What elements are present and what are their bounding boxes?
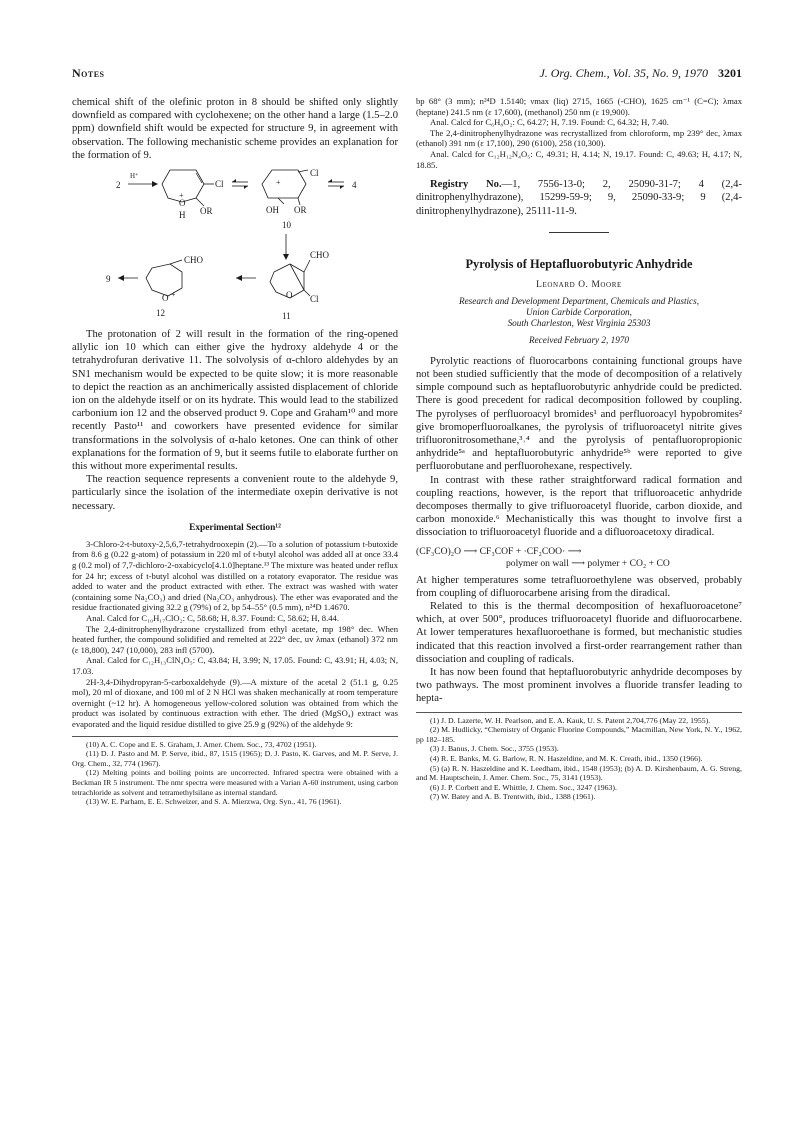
chloro-label-3: Cl <box>310 294 319 305</box>
affiliation-line-2: Union Carbide Corporation, <box>526 306 632 317</box>
running-head <box>72 66 742 84</box>
footnote-6: (6) J. P. Corbett and E. Whittle, J. Chem. Soc., 3247 (1963). <box>430 782 617 792</box>
footnote-5: (5) (a) R. N. Haszeldine and K. Leedham, ibid., 1548 (1953); (b) A. D. Kirshenbaum, A. G. Streng, and M. Hauptschein, J. Amer. Chem. Soc., 75, 3141 (1953). <box>416 763 742 783</box>
right-analysis-2: Anal. Calcd for C₁₂H₁₂N₄O₅: C, 49.31; H, 4.14; N, 19.17. Found: C, 49.63; H, 4.17; N, 18.85. <box>416 148 742 170</box>
footnote-13: (13) W. E. Parham, E. E. Schweizer, and S. A. Mierzwa, Org. Syn., 41, 76 (1961). <box>86 797 342 807</box>
compound-9-label: 9 <box>106 274 111 285</box>
footnote-1: (1) J. D. Lazerte, W. H. Pearlson, and E. A. Kauk, U. S. Patent 2,704,776 (May 22, 1955). <box>430 715 711 725</box>
right-paragraph-3: At higher temperatures some tetrafluoroethylene was observed, probably from coupling of difluorocarbene arising from the diradical. <box>416 574 742 599</box>
allyl-ion-ring <box>262 170 306 198</box>
received-date: Received February 2, 1970 <box>528 334 629 345</box>
ring-oxygen-1: O <box>179 198 186 209</box>
ring-oxygen-2: O <box>162 293 169 304</box>
experimental-heading: Experimental Section¹² <box>189 522 281 533</box>
equation-line-1: (CF₃CO)₂O ⟶ CF₃COF + ·CF₂COO· ⟶ <box>416 545 582 557</box>
section-divider <box>549 232 609 233</box>
registry-numbers <box>416 178 742 218</box>
plus-charge-2: + <box>276 178 281 188</box>
plus-charge-3: + <box>171 290 176 300</box>
journal-citation <box>539 66 742 81</box>
mechanism-scheme <box>72 168 398 324</box>
author-name: Leonard O. Moore <box>536 279 622 290</box>
aldehyde-label-1: CHO <box>184 255 204 266</box>
plus-charge-1: + <box>179 191 184 201</box>
footnote-12: (12) Melting points and boiling points are uncorrected. Infrared spectra were obtained with a Beckman IR 5 instrument. The nmr spectra were measured with a Varian A-60 instrument, using carbon tetrachloride as solvent and tetramethylsilane as internal standard. <box>72 768 398 797</box>
page-number: 3201 <box>718 66 742 80</box>
experimental-compound-2: 3-Chloro-2-t-butoxy-2,5,6,7-tetrahydrooxepin (2).—To a solution of potassium t-butoxide from 8.6 g (0.22 g-atom) of potassium in 220 ml of t-butyl alcohol was added all at once 33.4 g (0.2 mol) of 7,7-dichloro-2-oxabicyclo[4.1.0]heptane.¹³ The mixture was heated under reflux for 24 hr; excess of t-butyl alcohol was distilled on a rotatory evaporator. The residue was added to water and the product extracted with ether. The extract was washed with water (containing some Na₂CO₃) and dried (Na₂CO₃ anhydrous). The ether was evaporated and the residue fractionated giving 32.2 g (79%) of 2, bp 54–55° (0.5 mm), n²⁴D 1.4670. <box>72 538 398 613</box>
right-paragraph-2: In contrast with these rather straightforward radical formation and coupling reactions, however, is the report that trifluoroacetic anhydride decomposes thermally to give trifluoroacetyl fluoride, carbon dioxide, and carbon monoxide.⁶ Mechanistically this was thought to involve first a dissociation to trifluoroacetyl fluoride and a difluoroacetoxy diradical. <box>416 474 742 539</box>
alkoxy-label-2: OR <box>294 205 307 216</box>
footnote-3: (3) J. Banus, J. Chem. Soc., 3755 (1953). <box>430 744 559 754</box>
reaction-equation <box>416 546 742 570</box>
registry-label: Registry No. <box>430 179 502 191</box>
equilibrium-arrow-1 <box>244 186 248 189</box>
acid-label: H⁺ <box>130 172 139 181</box>
experimental-analysis-1: Anal. Calcd for C₁₀H₁₇ClO₂: C, 58.68; H, 8.37. Found: C, 58.62; H, 8.44. <box>86 613 339 624</box>
hydroxy-label: OH <box>266 205 279 216</box>
article-title: Pyrolysis of Heptafluorobutyric Anhydride <box>465 256 693 271</box>
footnote-11: (11) D. J. Pasto and M. P. Serve, ibid., 87, 1515 (1965); D. J. Pasto, K. Garves, and M. P. Serve, J. Org. Chem., 32, 774 (1967). <box>72 749 398 768</box>
footnote-2: (2) M. Hudlicky, “Chemistry of Organic Fluorine Compounds,” Macmillan, New York, N. Y., 1962, pp 182–185. <box>416 725 742 744</box>
footnote-4: (4) R. E. Banks, M. G. Barlow, R. N. Haszeldine, and M. K. Creath, ibid., 1350 (1966). <box>430 754 703 764</box>
alkoxy-label-1: OR <box>200 206 213 217</box>
scheme-drawing <box>72 168 398 324</box>
experimental-analysis-2: Anal. Calcd for C₁₂H₁₃ClN₄O₅: C, 43.84; H, 3.99; N, 17.05. Found: C, 43.91; H, 4.03; N, 17.03. <box>72 655 398 676</box>
right-paragraph-1: Pyrolytic reactions of fluorocarbons containing functional groups have not been studied sufficiently that the mode of decomposition of a relatively simple compound such as heptafluorobutyric anhydride could be predicted. There is good precedent for radical decomposition followed by coupling. The pyrolyses of perfluoroacyl bromides¹ and perfluoroacyl hypobromites² give bromoperfluoroalkanes, the pyrolysis of trifluoroacetyl nitrite gives trifluoronitrosomethane,³˒⁴ and the pyrolysis of pentafluoropropionic anhydride⁵ᵃ and heptafluorobutyric anhydride⁵ᵇ were reported to give perfluorobutane and perfluorohexane, respectively. <box>416 355 742 473</box>
right-footnotes <box>416 712 742 802</box>
section-label: Notes <box>72 66 105 80</box>
footnote-10: (10) A. C. Cope and E. S. Graham, J. Amer. Chem. Soc., 73, 4702 (1951). <box>86 739 317 749</box>
ring-oxygen-3: O <box>286 290 293 301</box>
dihydropyran-ring <box>146 264 182 296</box>
registry-text: —1, 7556-13-0; 2, 25090-31-7; 4 (2,4-dinitrophenylhydrazone), 15299-59-9; 9, 25090-33-9; 9 (2,4-dinitrophenylhydrazone), 25111-11-9. <box>416 179 742 217</box>
proton-label: H <box>179 210 186 221</box>
compound-10-label: 10 <box>282 220 291 231</box>
chloro-label-1: Cl <box>215 179 224 190</box>
compound-12-label: 12 <box>156 308 165 319</box>
footnote-7: (7) W. Batey and A. B. Trentwith, ibid., 1388 (1961). <box>430 792 596 802</box>
right-analysis-1: Anal. Calcd for C₆H₈O₂: C, 64.27; H, 7.19. Found: C, 64.32; H, 7.40. <box>430 117 669 128</box>
right-paragraph-4: Related to this is the thermal decomposition of hexafluoroacetone⁷ which, at over 500°, produces trifluoroacetyl fluoride and difluorocarbene. At lower temperatures hexafluoroethane is formed, but mechanistic studies indicated that this reaction involved a first-order rearrangement rather than dissociation and coupling of radicals. <box>416 601 742 665</box>
arrow-head-1 <box>152 181 158 187</box>
left-paragraph-3: The reaction sequence represents a convenient route to the aldehyde 9, particularly since the isolation of the intermediate oxepin derivative is not necessary. <box>72 474 398 512</box>
left-paragraph-1: chemical shift of the olefinic proton in 8 should be shifted only slightly downfield as compared with cyclohexene; on the other hand a large (1.5–2.0 ppm) downfield shift would be expected for structure 9, in agreement with observation. The following mechanistic scheme provides an explanation for the formation of 9. <box>72 97 398 161</box>
left-footnotes <box>72 736 398 807</box>
affiliation-line-1: Research and Development Department, Chemicals and Plastics, <box>458 295 699 306</box>
right-paragraph-5: It has now been found that heptafluorobutyric anhydride decomposes by two pathways. The most prominent involves a fluoride transfer leading to hepta- <box>416 667 742 705</box>
right-column <box>416 96 742 802</box>
affiliation-line-3: South Charleston, West Virginia 25303 <box>507 317 651 328</box>
left-paragraph-2: The protonation of 2 will result in the formation of the ring-opened allylic ion 10 which can either give the hydroxy aldehyde 4 or the tetrahydrofuran derivative 11. The solvolysis of α-chloro aldehydes by an SN1 mechanism would be expected to be quite slow; it is more reasonable to depict the reaction as an anchimerically assisted displacement of chloride ion on the aldehyde itself or on its hydrate. This would lead to the stabilized carbonium ion 12 and the observed product 9. Cope and Graham¹⁰ and more recently Pasto¹¹ and coworkers have presented evidence for similar transformations in the solvolysis of α-halo ketones. One can think of other explanations for the formation of 9, but it seems futile to elaborate further on this without more experimental results. <box>72 329 398 473</box>
journal-name: J. Org. Chem., Vol. 35, No. 9, 1970 <box>539 66 708 80</box>
experimental-dnp-1: The 2,4-dinitrophenylhydrazone crystallized from ethyl acetate, mp 198° dec. When heated further, the compound solidified and remelted at 222° dec, uv λmax (ethanol) 372 nm (ε 18,800), 247 (10,000), 283 infl (5700). <box>72 623 398 655</box>
left-column <box>72 96 398 807</box>
compound-2-label: 2 <box>116 180 121 191</box>
experimental-compound-9: 2H-3,4-Dihydropyran-5-carboxaldehyde (9).—A mixture of the acetal 2 (51.1 g, 0.25 mol), 20 ml of dioxane, and 100 ml of 2 N HCl was shaken mechanically at room temperature overnight (~12 hr). A homogeneous yellow-colored solution was obtained from which the product was isolated by continuous extraction with ether. The dried (MgSO₄) extract was evaporated and the liquid residue distilled to give 25.9 g (92%) of the aldehyde 9: <box>72 676 398 729</box>
aldehyde-label-2: CHO <box>310 250 330 261</box>
right-dnp: The 2,4-dinitrophenylhydrazone was recrystallized from chloroform, mp 239° dec, λmax (ethanol) 391 nm (ε 17,100), 290 (6100), 258 (10,300). <box>416 127 742 149</box>
equation-line-2: polymer on wall ⟶ polymer + CO₂ + CO <box>506 557 670 569</box>
chloro-label-2: Cl <box>310 168 319 179</box>
right-continuation: bp 68° (3 mm); n²⁴D 1.5140; νmax (liq) 2715, 1665 (-CHO), 1625 cm⁻¹ (C=C); λmax (heptane) 241.5 nm (ε 17,600), (methanol) 250 nm (ε 19,900). <box>416 96 742 117</box>
compound-4-label: 4 <box>352 180 357 191</box>
compound-11-label: 11 <box>282 311 291 322</box>
equilibrium-arrow-2 <box>340 186 344 189</box>
